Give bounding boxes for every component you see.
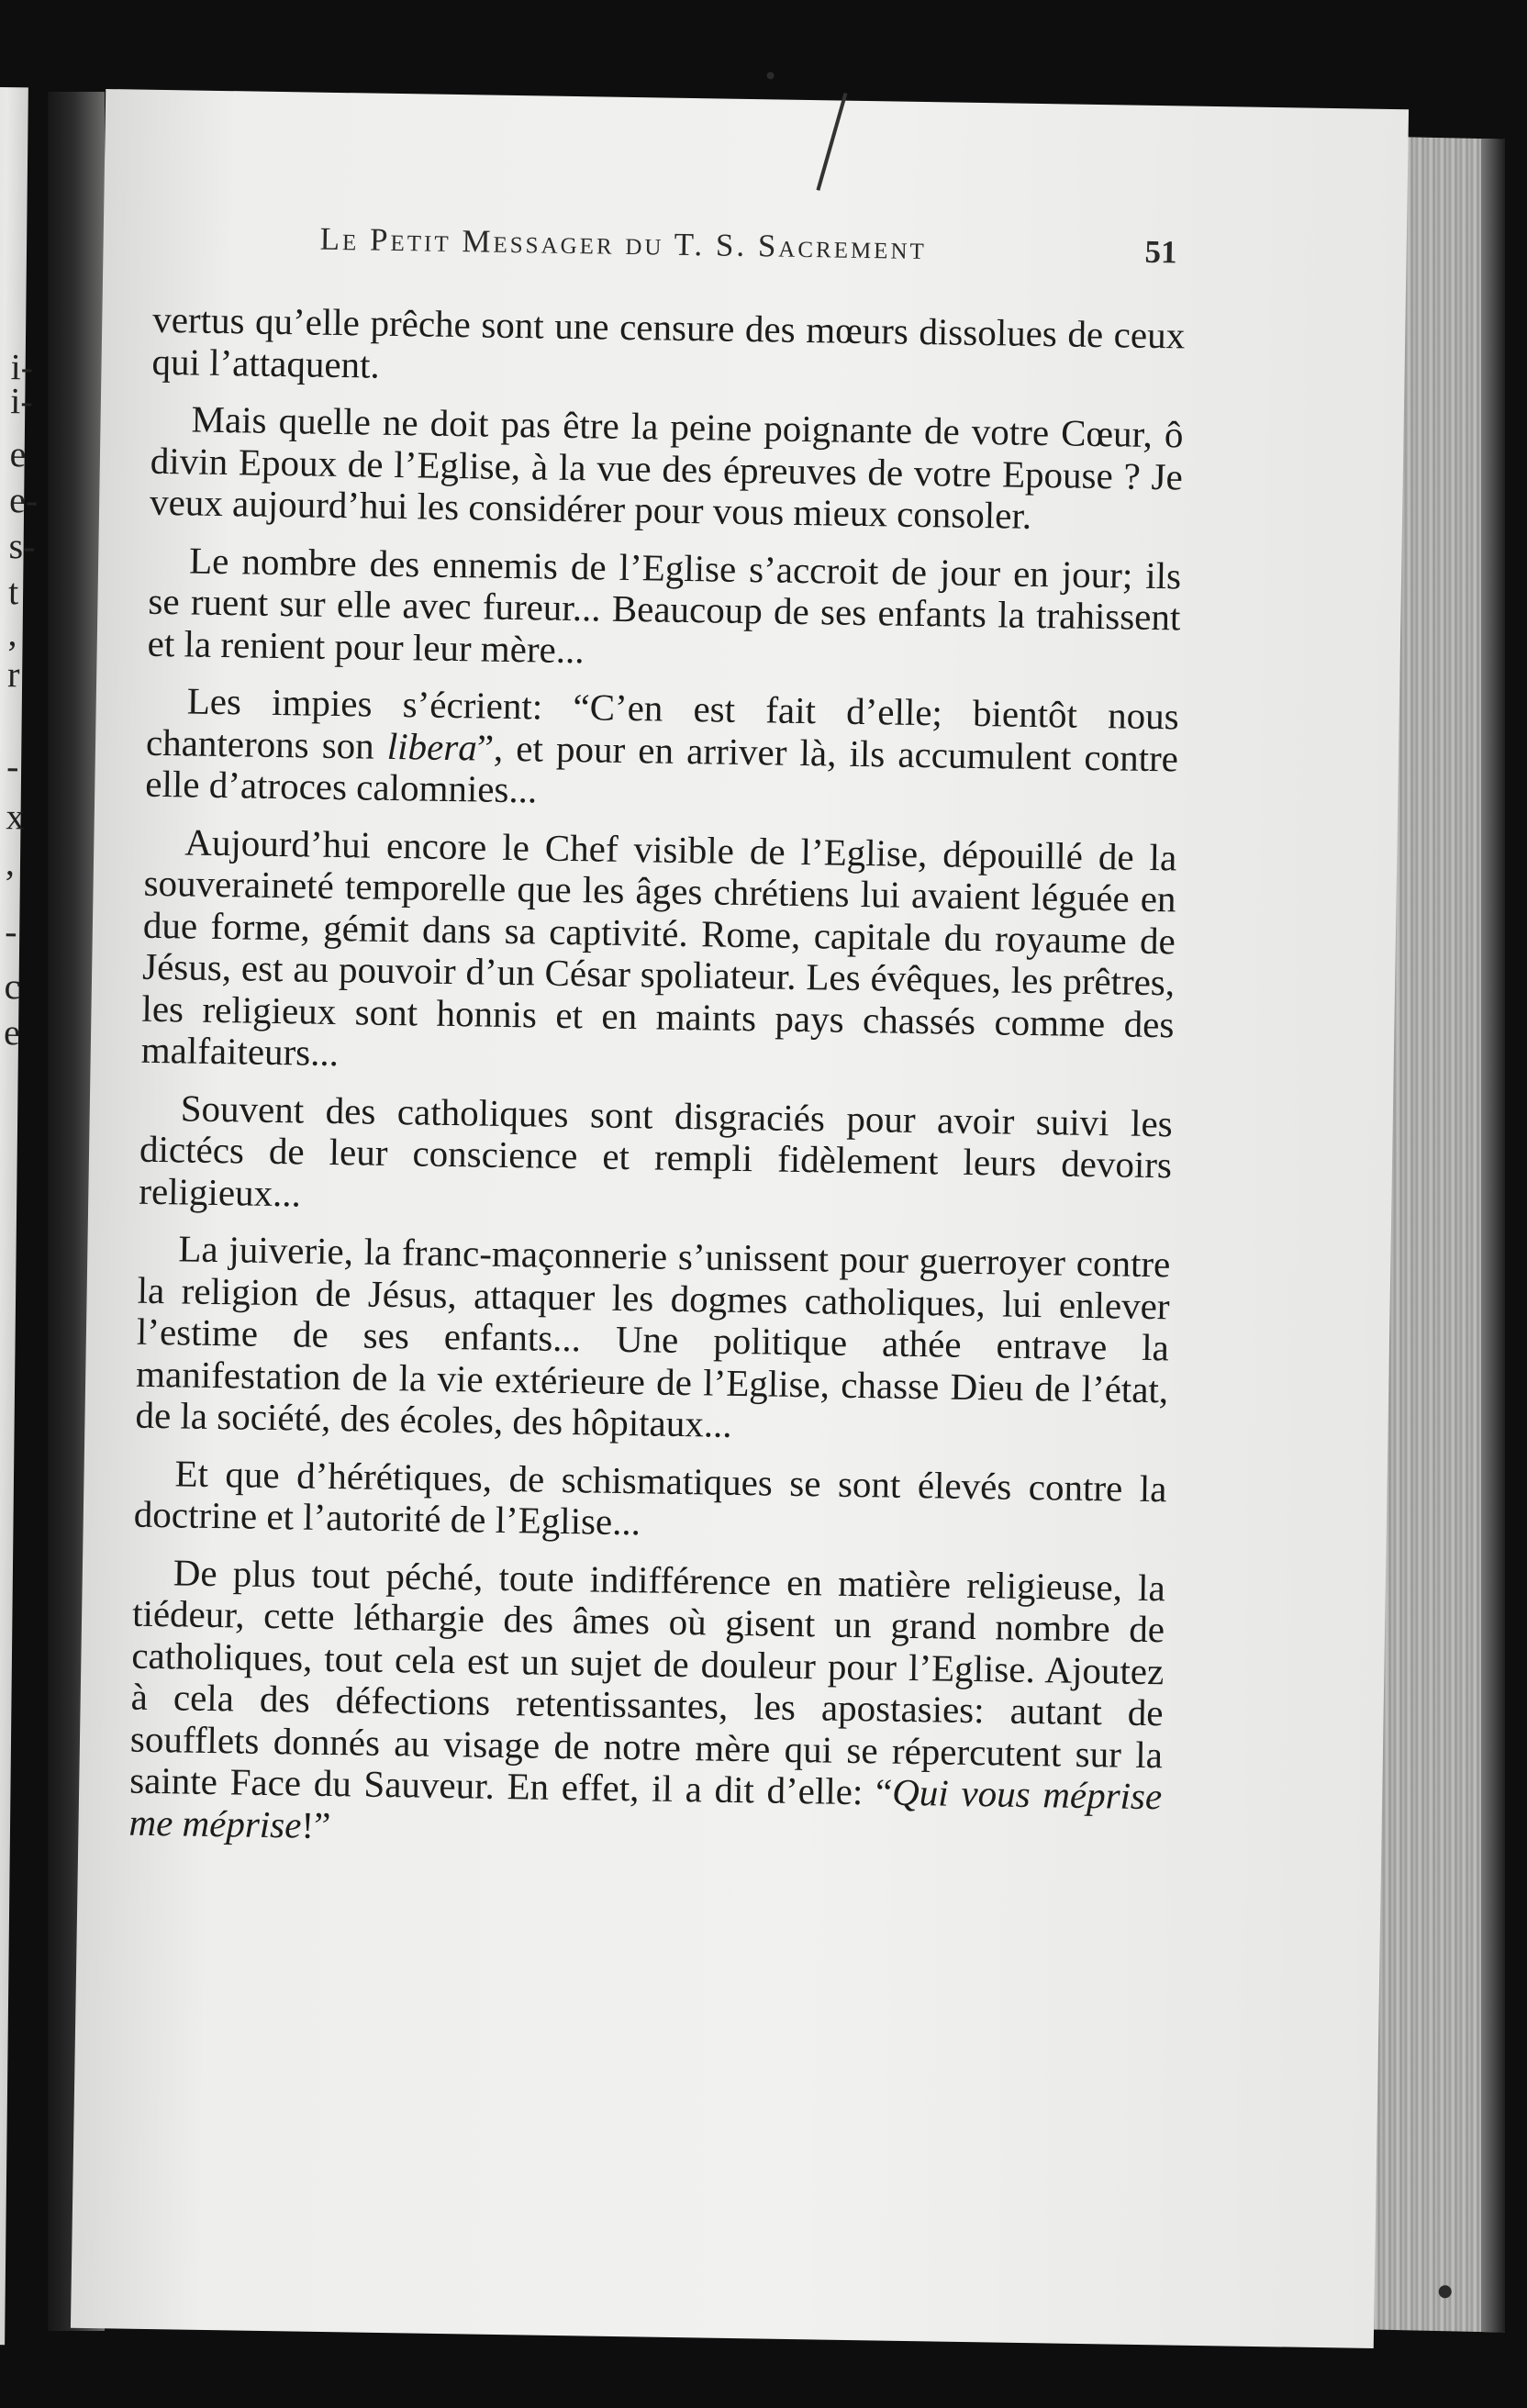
left-page-fragment: i- [10,380,33,422]
left-page-fragment: , [7,612,17,654]
left-page-fragment: r [6,653,20,696]
left-page-fragment: , [5,842,16,884]
paragraph: La juiverie, la franc-maçonnerie s’unissent pour guerroyer contre la religion de Jésus, attaquer les dogmes catholiques, lui enlever l’estime de ses enfants... Une politique athée entrave la manifestation de la vie extérieure de l’Eglise, chasse Dieu de l’état, de la société, des écoles, des hôpitaux... [135,1227,1171,1445]
left-page-fragment: i- [10,346,34,388]
left-page-edge [0,87,39,2345]
dust-speck [767,72,775,79]
left-page-fragment: e [9,433,27,475]
left-page-fragment: e- [8,479,39,521]
book-page [71,89,1409,2348]
left-page-fragment: t [7,571,19,613]
paragraph: Aujourd’hui encore le Chef visible de l’Eglise, dépouillé de la souveraineté temporelle que les âges chrétiens lui avaient léguée en due forme, gémit dans sa captivité. Rome, capitale du royaume de Jésus, est au pouvoir d’un César spoliateur. Les évêques, les prêtres, les religieux sont honnis et en maints pays chassés comme des malfaiteurs... [140,819,1177,1075]
left-page-fragment: x [6,796,25,838]
italic-text: libera [386,724,478,768]
left-page-fragment: s- [8,525,36,567]
paragraph-text: Les impies s’écrient: “C’en est fait d’elle; bientôt nous chanterons son [145,679,1180,767]
italic-text: Qui vous méprise me méprise [128,1770,1163,1846]
left-page-fragment: - [5,910,17,953]
pencil-mark [816,93,847,191]
running-head: Le Petit Messager du T. S. Sacrement [319,220,928,267]
paragraph-text: !” [301,1803,331,1846]
paragraph: vertus qu’elle prêche sont une censure des mœurs dissolues de ceux qui l’attaquent. [151,297,1186,386]
paragraph-text: De plus tout péché, toute indifférence en matière religieuse, la tiédeur, cette léthargie des âmes où gisent un grand nombre de catholiques, tout cela est un sujet de douleur pour l’Eglise. Ajoutez à cela des défections retentissantes, les apostasies: autant de soufflets donnés au visage de notre mère qui se répercutent sur la sainte Face du Sauveur. En effet, il a dit d’elle: “ [128,1550,1166,1813]
paragraph [145,680,1179,821]
page-number: 51 [1144,233,1177,271]
body-text [128,299,1186,1875]
paragraph [128,1551,1165,1859]
paragraph: Le nombre des ennemis de l’Eglise s’accroit de jour en jour; ils se ruent sur elle avec fureur... Beaucoup de ses enfants la trahissent et la renient pour leur mère... [147,538,1182,671]
left-page-fragment: - [6,745,19,787]
paragraph: Souvent des catholiques sont disgraciés pour avoir suivi les dictécs de leur conscience et rempli fidèlement leurs devoirs religieux... [139,1086,1174,1214]
paragraph: Mais quelle ne doit pas être la peine poignante de votre Cœur, ô divin Epoux de l’Eglise, à la vue des épreuves de votre Epouse ? Je veux aujourd’hui les considérer pour vous mieux consoler. [149,397,1184,537]
paragraph-text: ”, et pour en arriver là, ils accumulent contre elle d’atroces calomnies... [145,725,1179,811]
page-header [231,219,1177,289]
paragraph: Et que d’hérétiques, de schismatiques se sont élevés contre la doctrine et l’autorité de l’Eglise... [133,1451,1167,1544]
left-page-fragment: e [3,1011,21,1054]
left-page-fragment: c [4,965,21,1008]
